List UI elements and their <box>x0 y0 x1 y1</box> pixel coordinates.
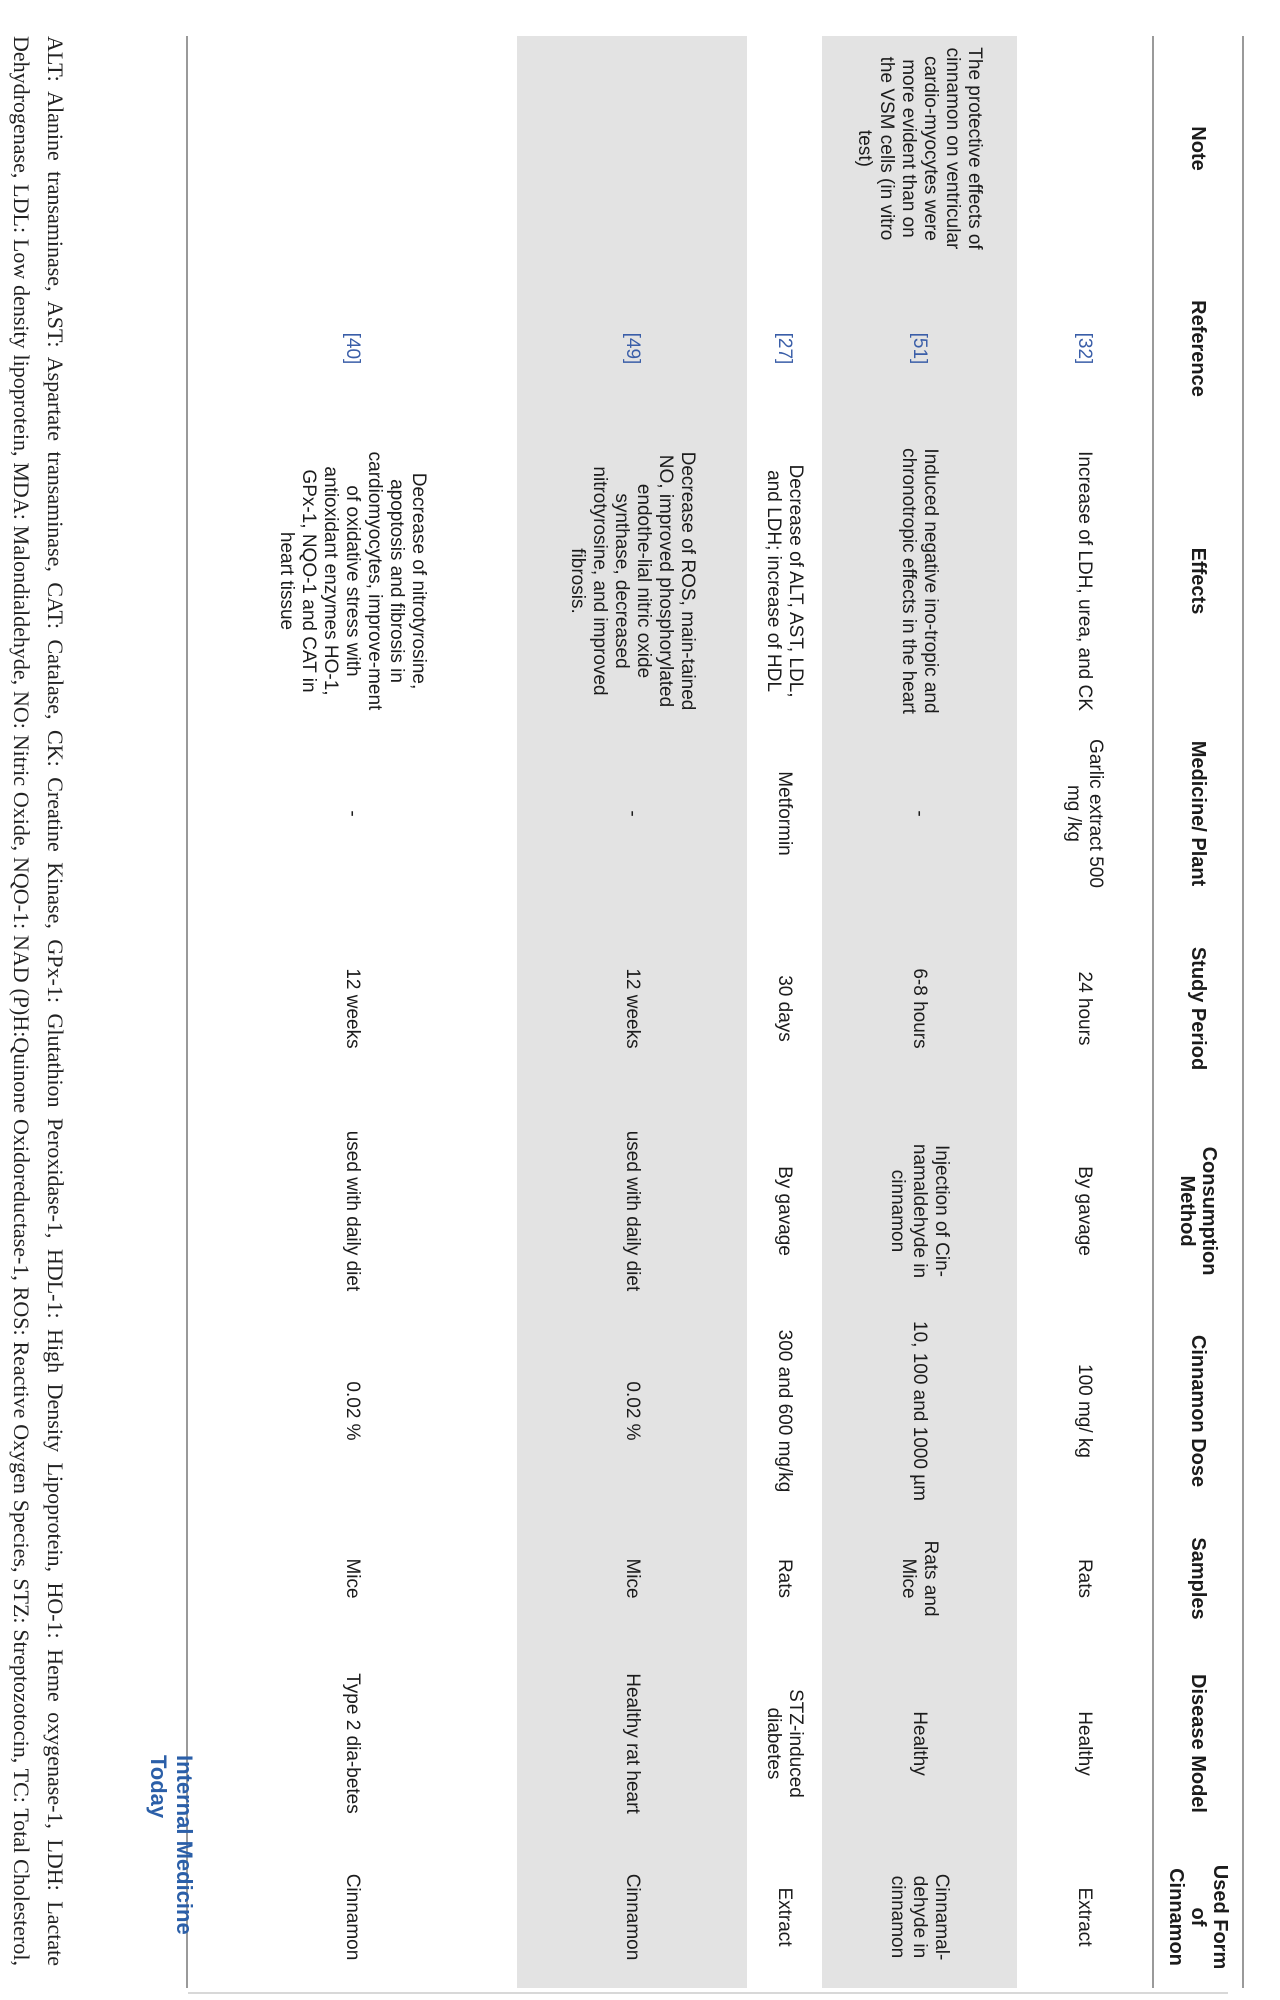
reference-link[interactable]: [49] <box>517 261 747 436</box>
table-cell: used with daily diet <box>342 1130 364 1292</box>
table-cell: Rats <box>1074 1558 1096 1599</box>
table-cell: Induced negative ino-tropic and chronotropic effects in the heart <box>822 436 1017 726</box>
table-cell: Garlic extract 500 mg /kg <box>1063 739 1107 888</box>
table-cell: 0.02 % <box>342 1381 364 1441</box>
column-header: Effects <box>1152 436 1242 726</box>
table-cell: - <box>517 726 747 901</box>
table-cell: 6-8 hours <box>822 901 1017 1116</box>
table-cell: STZ-induced diabetes <box>763 1689 807 1798</box>
journal-name: Internal Medicine Today <box>146 1755 197 1935</box>
table-cell: 24 hours <box>1074 971 1096 1046</box>
table-cell: Extract <box>1074 1887 1096 1947</box>
column-header: Samples <box>1152 1516 1242 1641</box>
column-header: Note <box>1152 36 1242 261</box>
table-cell: Injection of Cin-namaldehyde in cinnamon <box>822 1116 1017 1306</box>
reference-link[interactable]: [32] <box>1074 332 1096 365</box>
table-cell: Mice <box>517 1516 747 1641</box>
table-cell <box>517 36 747 261</box>
table-grid <box>186 36 1244 1988</box>
table-cell: By gavage <box>1074 1166 1096 1256</box>
table-cell: - <box>822 726 1017 901</box>
table-cell <box>747 36 822 261</box>
column-header: Disease Model <box>1152 1641 1242 1846</box>
reference-link[interactable]: [27] <box>774 332 796 365</box>
table-cell: 30 days <box>774 975 796 1042</box>
table-cell: Cinnamon <box>342 1873 364 1961</box>
table-cell: Cinnamal-dehyde in cinnamon <box>822 1846 1017 1988</box>
table-cell: Decrease of ALT, AST, LDL, and LDH; increase of HDL <box>763 464 807 698</box>
table-cell: Healthy rat heart <box>517 1641 747 1846</box>
table-cell: Cinnamon <box>517 1846 747 1988</box>
table-cell: Decrease of ROS, main-tained NO, improved phosphorylated endothe-lial nitric oxide synthase, decreased nitrotyrosine, and improved fibrosis. <box>517 436 747 726</box>
abbreviations-footnote: ALT: Alanine transaminase, AST: Aspartate transaminase, CAT: Catalase, CK: Creatine Kinase, GPx-1: Glutathion Peroxidase-1, HDL-1: High Density Lipoprotein, HO-1: Heme oxygenase-1, LDH: Lactate Dehydrogenase, LDL: Low density lipoprotein, MDA: Malondialdehyde, NO: Nitric Oxide, NQO-1: NAD (P)H:Quinone Oxidoreductase-1, ROS: Reactive Oxygen Species, STZ: Streptozotocin, TC: Total Cholesterol, <box>9 36 68 1966</box>
table-cell: Rats and Mice <box>822 1516 1017 1641</box>
divider <box>188 1992 1228 1994</box>
table-cell: Type 2 dia-betes <box>342 1673 364 1814</box>
table-cell: used with daily diet <box>517 1116 747 1306</box>
table-cell: 100 mg/ kg <box>1074 1364 1096 1458</box>
reference-link[interactable]: [51] <box>822 261 1017 436</box>
table-cell <box>1017 36 1152 261</box>
table-cell: 300 and 600 mg/kg <box>774 1329 796 1493</box>
table-cell <box>188 36 517 261</box>
table-cell: Healthy <box>822 1641 1017 1846</box>
column-header: Consumption Method <box>1152 1116 1242 1306</box>
table-cell: Extract <box>774 1887 796 1947</box>
table-cell: Metformin <box>774 771 796 856</box>
table-cell: 12 weeks <box>342 968 364 1049</box>
column-header: Reference <box>1152 261 1242 436</box>
table-cell: Healthy <box>1074 1711 1096 1776</box>
table-cell: The protective effects of cinnamon on ventricular cardio-myocytes were more evident than on the VSM cells (in vitro test) <box>822 36 1017 261</box>
table-cell: Increase of LDH, urea, and CK <box>1074 451 1096 711</box>
column-header: Cinnamon Dose <box>1152 1306 1242 1516</box>
table-cell: 10, 100 and 1000 µm <box>822 1306 1017 1516</box>
column-header: Used Form of Cinnamon <box>1152 1846 1242 1988</box>
table-cell: 12 weeks <box>517 901 747 1116</box>
table-cell: 0.02 % <box>517 1306 747 1516</box>
cinnamon-studies-table <box>190 36 1244 1988</box>
reference-link[interactable]: [40] <box>342 332 364 365</box>
table-cell: Decrease of nitrotyrosine, apoptosis and fibrosis in cardiomyocytes, improve-ment of oxidative stress with antioxidant enzymes HO-1, GPx-1, NQO-1 and CAT in heart tissue <box>276 451 430 711</box>
table-cell: - <box>342 810 364 817</box>
table-cell: By gavage <box>774 1166 796 1256</box>
column-header: Study Period <box>1152 901 1242 1116</box>
table-cell: Mice <box>342 1558 364 1599</box>
column-header: Medicine/ Plant <box>1152 726 1242 901</box>
table-cell: Rats <box>774 1558 796 1599</box>
